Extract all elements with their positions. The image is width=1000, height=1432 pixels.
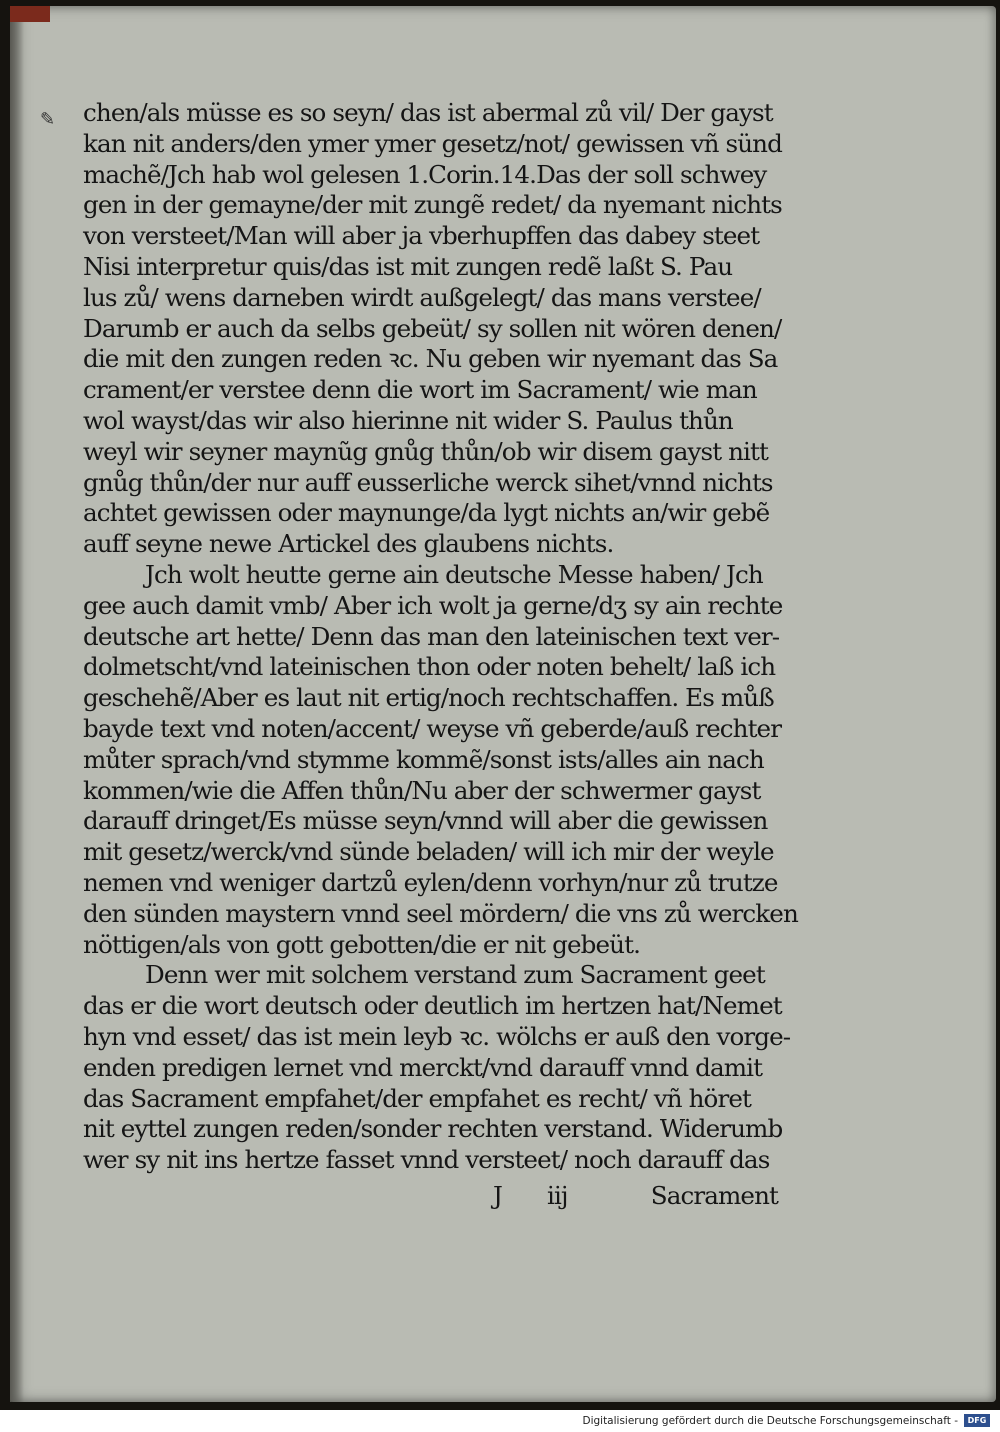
text-line: nit eyttel zungen reden/sonder rechten verstand. Widerumb (83, 1114, 783, 1144)
text-line: kan nit anders/den ymer ymer gesetz/not/ gewissen vñ sünd (83, 128, 782, 158)
text-line: gnůg thůn/der nur auff eusserliche werck sihet/vnnd nichts (83, 467, 773, 497)
signature-number: iij (547, 1181, 568, 1210)
text-line: crament/er verstee denn die wort im Sacrament/ wie man (83, 375, 757, 405)
catchword: Sacrament (650, 1181, 778, 1210)
text-line: geschehẽ/Aber es laut nit ertig/noch rechtschaffen. Es můß (83, 683, 774, 713)
text-line: enden predigen lernet vnd merckt/vnd darauff vnnd damit (83, 1052, 763, 1082)
text-line: deutsche art hette/ Denn das man den lateinischen text ver- (83, 621, 780, 651)
text-line: das Sacrament empfahet/der empfahet es recht/ vñ höret (83, 1083, 751, 1113)
text-line: Darumb er auch da selbs gebeüt/ sy sollen nit wören denen/ (83, 313, 782, 343)
text-line: den sünden maystern vnnd seel mördern/ die vns zů wercken (83, 898, 798, 928)
text-line: mit gesetz/werck/vnd sünde beladen/ will ich mir der weyle (83, 837, 774, 867)
dfg-logo-icon: DFG (964, 1414, 990, 1427)
funding-credit: Digitalisierung gefördert durch die Deutsche Forschungsgemeinschaft - (582, 1415, 958, 1427)
text-line: nöttigen/als von gott gebotten/die er nit gebeüt. (83, 929, 641, 959)
signature-mark: J (493, 1181, 502, 1210)
margin-mark: ✎ (40, 109, 56, 130)
text-line: gee auch damit vmb/ Aber ich wolt ja gerne/dʒ sy ain rechte (83, 590, 783, 620)
text-line: machẽ/Jch hab wol gelesen 1.Corin.14.Das der soll schwey (83, 159, 767, 189)
text-line: lus zů/ wens darneben wirdt außgelegt/ das mans verstee/ (83, 282, 761, 312)
text-line: kommen/wie die Affen thůn/Nu aber der schwermer gayst (83, 775, 761, 805)
text-line: die mit den zungen reden ꝛc. Nu geben wir nyemant das Sa (83, 344, 778, 374)
signature-line (493, 1181, 778, 1211)
footer-bar (0, 1410, 1000, 1432)
text-line: darauff dringet/Es müsse seyn/vnnd will aber die gewissen (83, 806, 768, 836)
text-line: můter sprach/vnd stymme kommẽ/sonst ists/alles ain nach (83, 744, 764, 774)
text-line: weyl wir seyner maynũg gnůg thůn/ob wir disem gayst nitt (83, 436, 768, 466)
text-line: hyn vnd esset/ das ist mein leyb ꝛc. wölchs er auß den vorge- (83, 1021, 791, 1051)
paragraph-start-line: Jch wolt heutte gerne ain deutsche Messe haben/ Jch (145, 559, 763, 589)
text-line: auff seyne newe Artickel des glaubens nichts. (83, 529, 614, 559)
text-line: dolmetscht/vnd lateinischen thon oder noten behelt/ laß ich (83, 652, 776, 682)
text-line: nemen vnd weniger dartzů eylen/denn vorhyn/nur zů trutze (83, 867, 778, 897)
page-text (83, 98, 798, 1176)
paragraph-start-line: Denn wer mit solchem verstand zum Sacrament geet (145, 960, 765, 990)
text-line: wer sy nit ins hertze fasset vnnd versteet/ noch darauff das (83, 1145, 770, 1175)
library-corner-tab (10, 6, 50, 22)
text-line: achtet gewissen oder maynunge/da lygt nichts an/wir gebẽ (83, 498, 770, 528)
text-line: chen/als müsse es so seyn/ das ist abermal zů vil/ Der gayst (83, 98, 773, 127)
text-line: gen in der gemayne/der mit zungẽ redet/ da nyemant nichts (83, 190, 782, 220)
text-line: wol wayst/das wir also hierinne nit wider S. Paulus thůn (83, 405, 733, 435)
text-line: das er die wort deutsch oder deutlich im hertzen hat/Nemet (83, 991, 782, 1021)
text-line: von versteet/Man will aber ja vberhupffen das dabey steet (83, 221, 760, 251)
text-line: bayde text vnd noten/accent/ weyse vñ geberde/auß rechter (83, 713, 782, 743)
text-line: Nisi interpretur quis/das ist mit zungen redẽ laßt S. Pau (83, 251, 733, 281)
